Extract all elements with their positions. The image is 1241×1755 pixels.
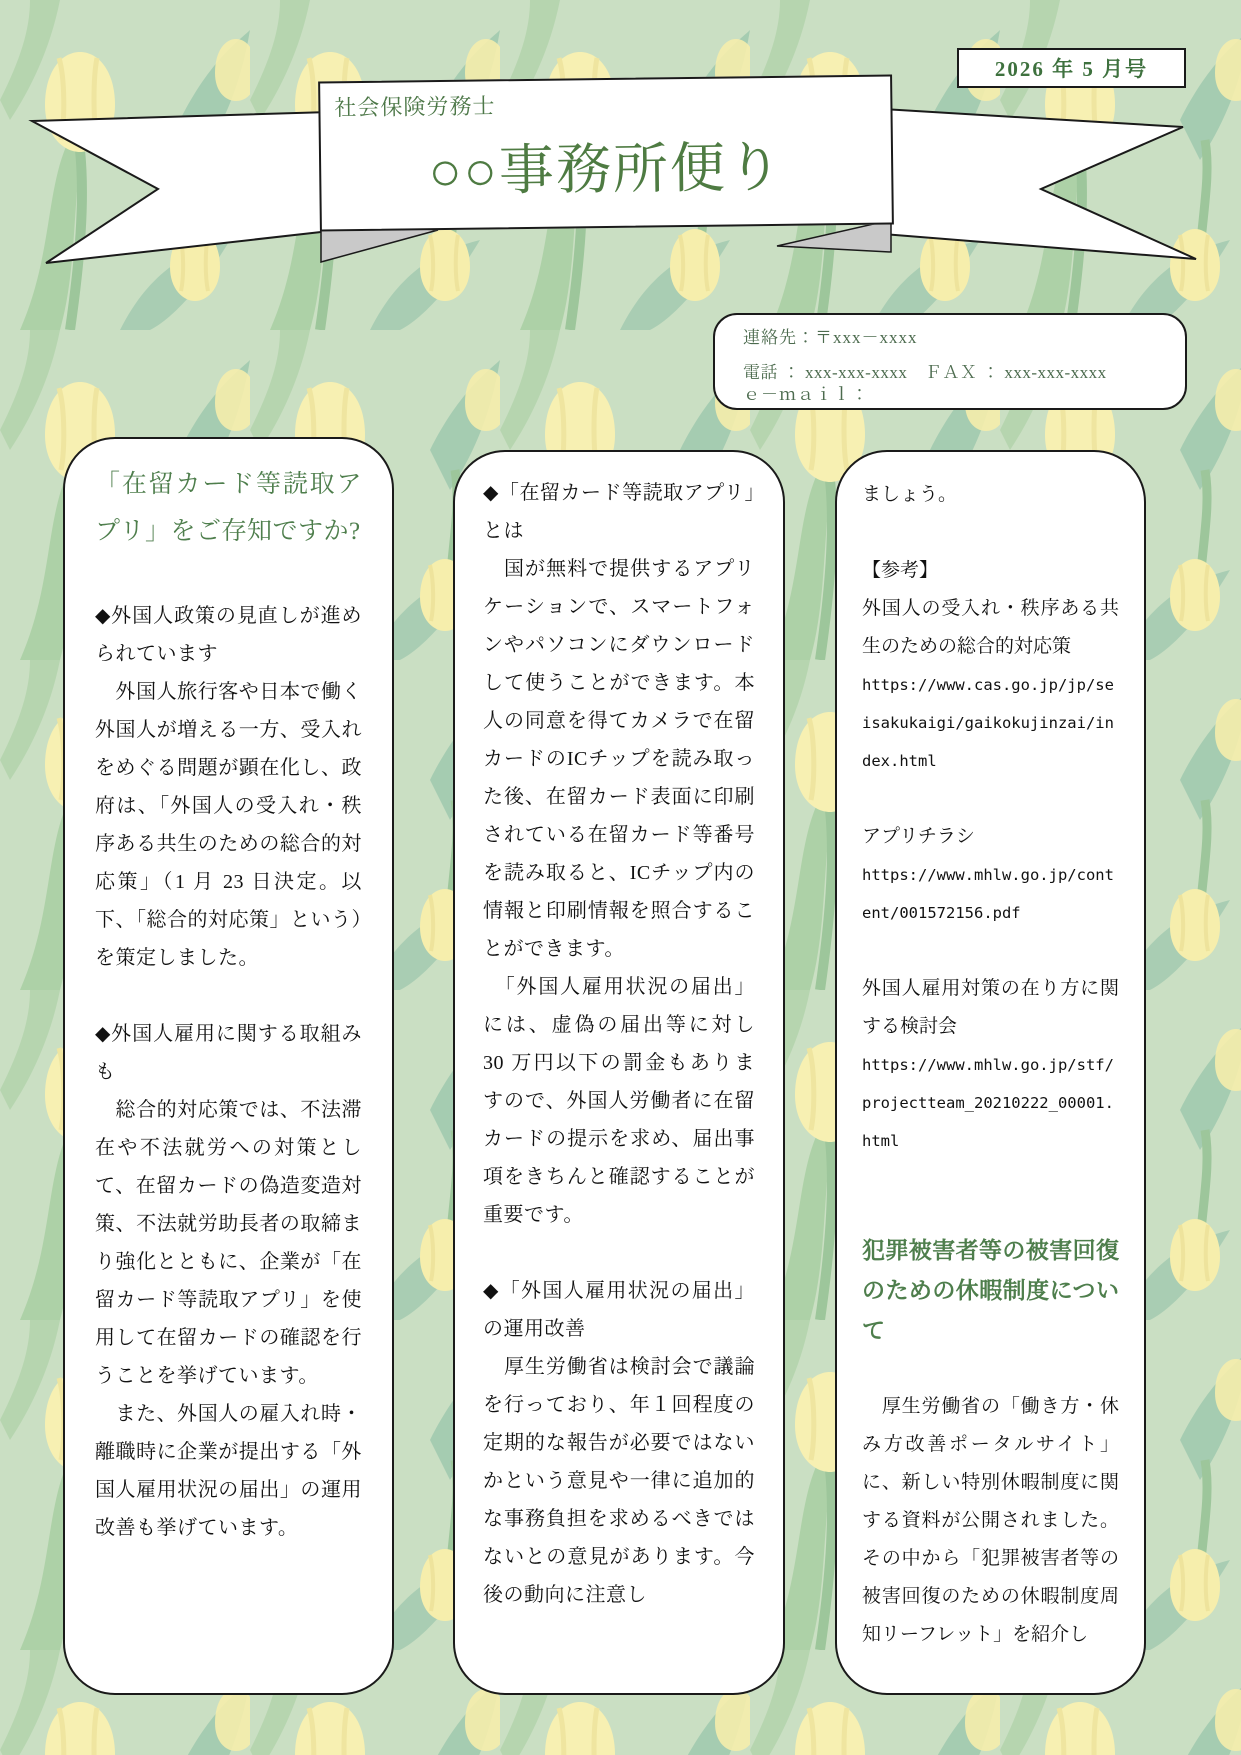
reference-title: アプリチラシ <box>862 826 975 847</box>
header-subtitle: 社会保険労務士 <box>334 93 496 121</box>
paragraph: ◆外国人政策の見直しが進められています <box>95 605 362 665</box>
paragraph: 厚生労働省の「働き方・休み方改善ポータルサイト」に、新しい特別休暇制度に関する資料が公開されました。その中から「犯罪被害者等の被害回復のための休暇制度周知リーフレット」を紹介し <box>862 1396 1119 1645</box>
reference-url: https://www.cas.go.jp/jp/seisakukaigi/gaikokujinzai/index.html <box>862 676 1114 770</box>
contact-phone-fax: 電話 ： xxx-xxx-xxxx ＦＡＸ ： xxx-xxx-xxxx <box>743 362 1107 382</box>
title-panel <box>318 74 894 231</box>
paragraph: ましょう。 <box>862 484 958 505</box>
column-2-box <box>453 450 785 1695</box>
reference-url: https://www.mhlw.go.jp/stf/projectteam_20210222_00001.html <box>862 1056 1114 1150</box>
paragraph: 総合的対応策では、不法滞在や不法就労への対策として、在留カードの偽造変造対策、不法就労助長者の取締まり強化とともに、企業が「在留カード等読取アプリ」を使用して在留カードの確認を行うことを挙げています。 <box>95 1099 362 1387</box>
issue-label: 2026 年 5 月号 <box>994 57 1149 81</box>
reference-item <box>862 818 1119 932</box>
contact-box <box>713 313 1187 410</box>
column-1-heading: 「在留カード等読取アプリ」をご存知ですか? <box>95 471 362 545</box>
paragraph: ◆外国人雇用に関する取組みも <box>95 1023 362 1083</box>
paragraph: 国が無料で提供するアプリケーションで、スマートフォンやパソコンにダウンロードして使うことができます。本人の同意を得てカメラで在留カードのICチップを読み取った後、在留カード表面に印刷されている在留カード等番号を読み取ると、ICチップ内の情報と印刷情報を照合することができます。 <box>483 558 755 960</box>
reference-title: 外国人の受入れ・秩序ある共生のための総合的対応策 <box>862 598 1119 657</box>
paragraph: ◆「外国人雇用状況の届出」の運用改善 <box>483 1280 755 1340</box>
paragraph: また、外国人の雇入れ時・離職時に企業が提出する「外国人雇用状況の届出」の運用改善も挙げています。 <box>95 1403 362 1539</box>
reference-item <box>862 590 1119 780</box>
contact-address: 連絡先：〒xxx－xxxx <box>743 328 918 347</box>
column-3-box <box>835 450 1146 1695</box>
page-title: ○○事務所便り <box>428 136 785 203</box>
ribbon-left-tail <box>32 112 330 263</box>
paragraph: 「外国人雇用状況の届出」には、虚偽の届出等に対し 30 万円以下の罰金もありますので、外国人労働者に在留カードの提示を求め、届出事項をきちんと確認することが重要です。 <box>483 976 755 1226</box>
paragraph: 厚生労働省は検討会で議論を行っており、年１回程度の定期的な報告が必要ではないかという意見や一律に追加的な事務負担を求めるべきではないとの意見があります。今後の動向に注意し <box>483 1356 755 1606</box>
paragraph: ◆「在留カード等読取アプリ」とは <box>483 482 755 542</box>
section-heading: 犯罪被害者等の被害回復のための休暇制度について <box>862 1237 1119 1343</box>
paragraph: 外国人旅行客や日本で働く外国人が増える一方、受入れをめぐる問題が顕在化し、政府は、「外国人の受入れ・秩序ある共生のための総合的対応策」（1 月 23 日決定。以下、「総合的対応策」という）を策定しました。 <box>95 681 362 969</box>
reference-title: 外国人雇用対策の在り方に関する検討会 <box>862 978 1119 1037</box>
reference-item <box>862 970 1119 1160</box>
reference-label: 【参考】 <box>862 560 939 581</box>
contact-email: ｅ－ｍａｉｌ： <box>743 385 869 405</box>
reference-url: https://www.mhlw.go.jp/content/001572156.pdf <box>862 866 1114 922</box>
ribbon-right-tail <box>882 109 1196 259</box>
column-1-box <box>63 437 394 1695</box>
